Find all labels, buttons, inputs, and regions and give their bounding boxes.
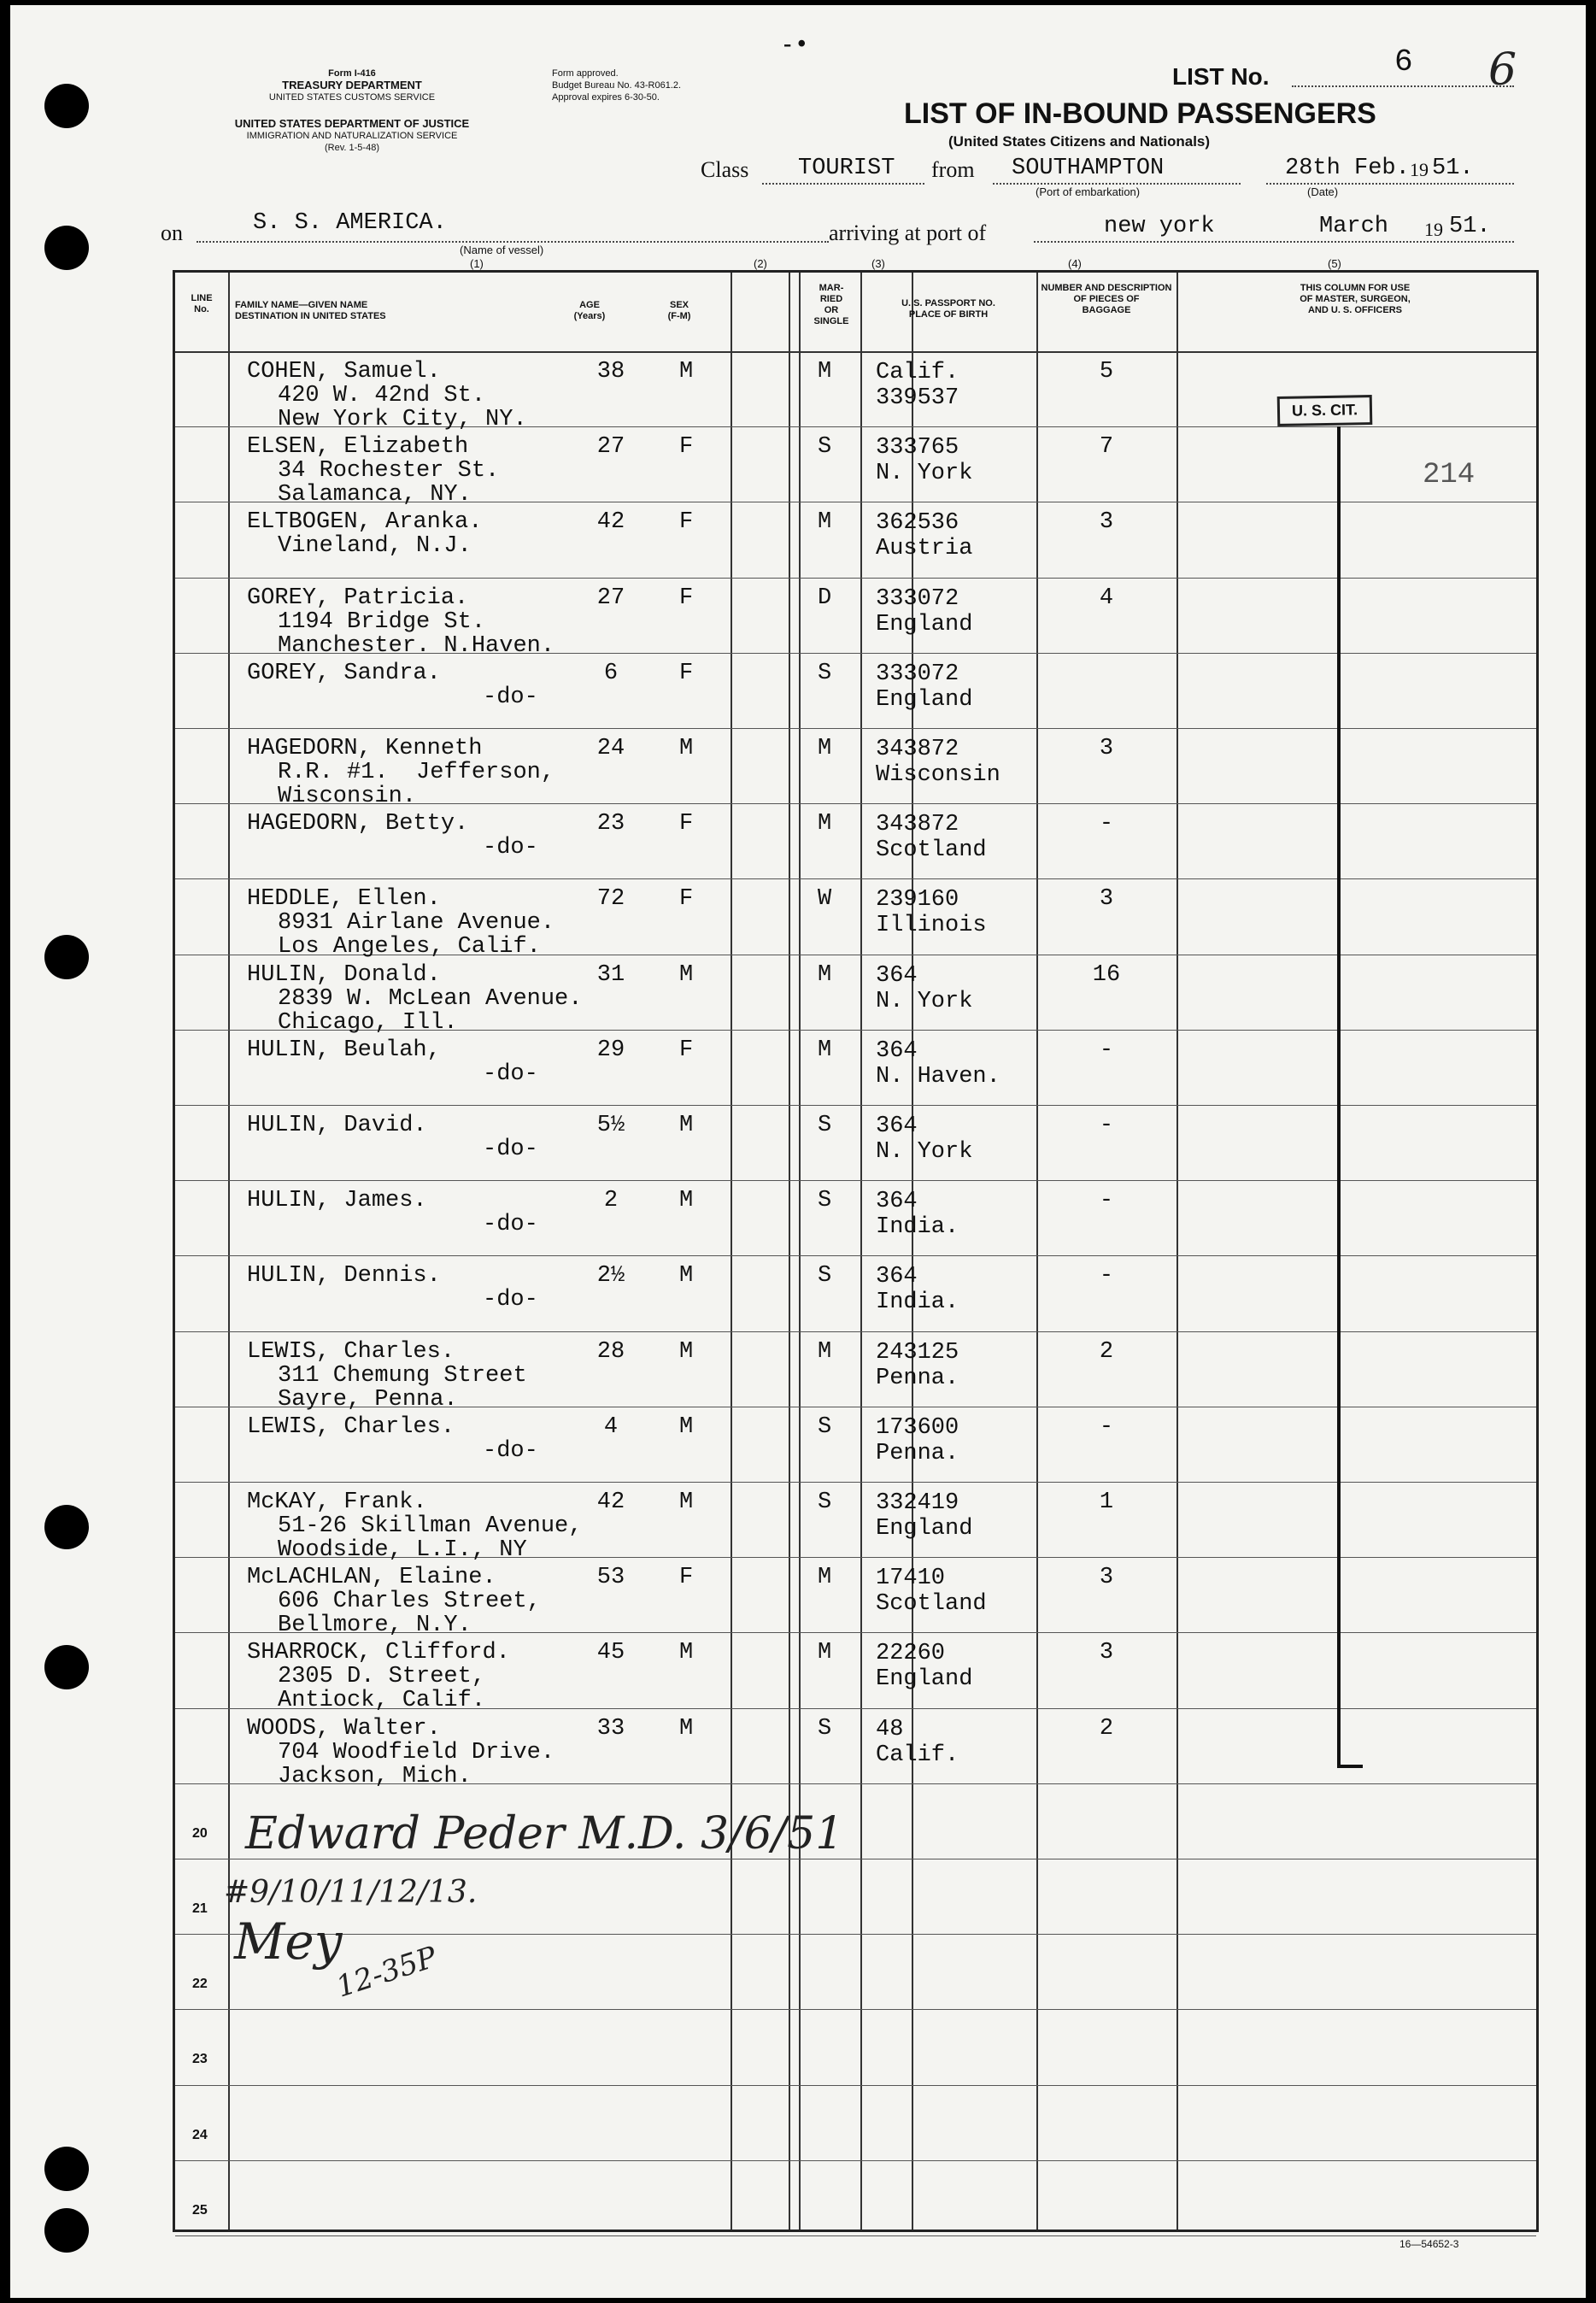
passenger-marital-status: M bbox=[818, 1565, 832, 1591]
arrival-year-prefix: 19 bbox=[1424, 219, 1443, 240]
passenger-address: 51-26 Skillman Avenue, Woodside, L.I., NY bbox=[278, 1513, 583, 1563]
passenger-passport: 362536 Austria bbox=[876, 510, 973, 562]
header-line-no: LINE No. bbox=[191, 293, 213, 314]
top-marks: - • bbox=[783, 31, 807, 57]
passenger-name: SHARROCK, Clifford. bbox=[247, 1640, 510, 1666]
revision: (Rev. 1-5-48) bbox=[325, 143, 379, 153]
passenger-passport: 343872 Scotland bbox=[876, 812, 987, 864]
passenger-age: 2 bbox=[603, 1188, 619, 1214]
manifest-page bbox=[10, 5, 1586, 2298]
vessel-line bbox=[197, 241, 829, 243]
doctor-signature: Edward Peder M.D. 3/6/51 bbox=[245, 1808, 844, 1859]
col-divider bbox=[1036, 273, 1038, 2230]
list-no-value: 6 bbox=[1394, 44, 1413, 79]
header-married: MAR- RIED OR SINGLE bbox=[813, 283, 849, 326]
header-passport: U. S. PASSPORT NO. PLACE OF BIRTH bbox=[901, 298, 995, 320]
passenger-age: 27 bbox=[596, 434, 625, 461]
passenger-marital-status: S bbox=[818, 660, 832, 686]
list-no-label: LIST No. bbox=[1172, 63, 1270, 90]
list-no-line bbox=[1292, 85, 1514, 87]
passenger-address: 704 Woodfield Drive. Jackson, Mich. bbox=[278, 1739, 555, 1789]
passenger-baggage: - bbox=[1099, 811, 1114, 837]
passenger-sex: F bbox=[679, 811, 694, 837]
passenger-age: 45 bbox=[596, 1640, 625, 1666]
passenger-passport: 364 N. Haven. bbox=[876, 1037, 1000, 1090]
approved-line-1: Form approved. bbox=[552, 68, 619, 79]
passenger-marital-status: M bbox=[818, 359, 832, 385]
passenger-name: McKAY, Frank. bbox=[247, 1489, 427, 1515]
passenger-address: -do- bbox=[483, 1060, 538, 1087]
passenger-baggage: 3 bbox=[1099, 509, 1114, 536]
passenger-address: -do- bbox=[483, 684, 538, 710]
passenger-address: 2839 W. McLean Avenue. Chicago, Ill. bbox=[278, 985, 583, 1036]
passenger-age: 31 bbox=[596, 961, 625, 988]
passenger-sex: M bbox=[679, 1338, 694, 1365]
handwritten-note-lines: #9/10/11/12/13. bbox=[224, 1875, 478, 1910]
header-name: FAMILY NAME—GIVEN NAME DESTINATION IN UNITED STATES bbox=[235, 300, 386, 321]
col-divider bbox=[731, 273, 732, 2230]
passenger-sex: F bbox=[679, 886, 694, 913]
passenger-address: 606 Charles Street, Bellmore, N.Y. bbox=[278, 1589, 541, 1639]
arrival-year: 51. bbox=[1449, 214, 1491, 239]
passenger-address: 34 Rochester St. Salamanca, NY. bbox=[278, 458, 500, 508]
row-rule bbox=[175, 878, 1536, 879]
passenger-name: LEWIS, Charles. bbox=[247, 1338, 455, 1365]
passenger-marital-status: S bbox=[818, 1413, 832, 1440]
date-year-prefix: 19 bbox=[1410, 159, 1429, 180]
passenger-marital-status: D bbox=[818, 585, 832, 611]
date-value: 28th Feb. bbox=[1285, 156, 1410, 181]
passenger-baggage: 3 bbox=[1099, 736, 1114, 761]
passenger-marital-status: S bbox=[818, 1489, 832, 1515]
passenger-name: COHEN, Samuel. bbox=[247, 359, 441, 385]
passenger-baggage: 3 bbox=[1099, 1640, 1114, 1666]
date-line bbox=[1266, 183, 1514, 185]
passenger-marital-status: M bbox=[818, 811, 832, 837]
passenger-sex: M bbox=[679, 1489, 694, 1515]
passenger-baggage: 3 bbox=[1099, 1565, 1114, 1591]
passenger-name: HAGEDORN, Betty. bbox=[247, 811, 469, 837]
passenger-name: HULIN, James. bbox=[247, 1188, 427, 1214]
passenger-sex: M bbox=[679, 736, 694, 761]
arriving-label: arriving at port of bbox=[829, 220, 987, 245]
stamp-bracket-line bbox=[1337, 426, 1341, 1768]
passenger-marital-status: M bbox=[818, 1640, 832, 1666]
row-rule bbox=[175, 2160, 1536, 2161]
punch-hole bbox=[44, 226, 89, 270]
port-value: SOUTHAMPTON bbox=[1012, 156, 1165, 181]
passenger-marital-status: S bbox=[818, 434, 832, 461]
treasury-dept: TREASURY DEPARTMENT bbox=[282, 79, 422, 91]
passenger-name: HULIN, Dennis. bbox=[247, 1263, 441, 1290]
passenger-name: ELTBOGEN, Aranka. bbox=[247, 509, 483, 536]
passenger-address: 311 Chemung Street Sayre, Penna. bbox=[278, 1362, 527, 1413]
row-rule bbox=[175, 1105, 1536, 1106]
passenger-name: HULIN, Donald. bbox=[247, 961, 441, 988]
vessel-value: S. S. AMERICA. bbox=[253, 210, 447, 236]
col-num-5: (5) bbox=[1328, 257, 1341, 270]
passenger-marital-status: S bbox=[818, 1188, 832, 1214]
passenger-passport: 173600 Penna. bbox=[876, 1414, 959, 1466]
passenger-baggage: - bbox=[1099, 1037, 1114, 1063]
header-age: AGE (Years) bbox=[573, 300, 606, 321]
punch-hole bbox=[44, 1645, 89, 1689]
passenger-passport: 17410 Scotland bbox=[876, 1566, 987, 1618]
passenger-address: Vineland, N.J. bbox=[278, 533, 472, 560]
passenger-marital-status: M bbox=[818, 1037, 832, 1063]
row-rule bbox=[175, 2235, 1536, 2236]
row-rule bbox=[175, 2009, 1536, 2010]
passenger-address: -do- bbox=[483, 1437, 538, 1464]
header-sex: SEX (F-M) bbox=[667, 300, 691, 321]
handwritten-initials: Mey bbox=[234, 1912, 343, 1971]
col-divider bbox=[789, 273, 790, 2230]
passenger-sex: M bbox=[679, 1113, 694, 1138]
row-rule bbox=[175, 1934, 1536, 1935]
row-rule bbox=[175, 578, 1536, 579]
passenger-age: 72 bbox=[596, 886, 625, 913]
passenger-sex: F bbox=[679, 1565, 694, 1591]
row-rule bbox=[175, 1482, 1536, 1483]
approved-line-3: Approval expires 6-30-50. bbox=[552, 92, 660, 103]
passenger-sex: M bbox=[679, 1640, 694, 1666]
passenger-passport: 332419 England bbox=[876, 1490, 973, 1542]
passenger-passport: 364 N. York bbox=[876, 1113, 973, 1165]
passenger-baggage: 2 bbox=[1099, 1715, 1114, 1742]
passenger-name: GOREY, Sandra. bbox=[247, 660, 441, 686]
passenger-address: 2305 D. Street, Antiock, Calif. bbox=[278, 1664, 486, 1714]
passenger-address: -do- bbox=[483, 1287, 538, 1313]
passenger-passport: 333072 England bbox=[876, 661, 973, 713]
passenger-age: 6 bbox=[603, 660, 619, 686]
passenger-passport: 22260 England bbox=[876, 1641, 973, 1693]
passenger-name: McLACHLAN, Elaine. bbox=[247, 1565, 496, 1591]
on-label: on bbox=[161, 220, 183, 245]
passenger-sex: M bbox=[679, 961, 694, 988]
passenger-marital-status: S bbox=[818, 1263, 832, 1290]
passenger-marital-status: M bbox=[818, 736, 832, 761]
passenger-name: ELSEN, Elizabeth bbox=[247, 434, 469, 461]
passenger-age: 4 bbox=[603, 1413, 619, 1440]
header-officers: THIS COLUMN FOR USE OF MASTER, SURGEON, AND U. S. OFFICERS bbox=[1300, 283, 1411, 315]
passenger-sex: M bbox=[679, 1188, 694, 1214]
punch-hole bbox=[44, 2147, 89, 2191]
col-divider bbox=[1176, 273, 1178, 2230]
passenger-age: 28 bbox=[596, 1338, 625, 1365]
line-number: 21 bbox=[192, 1901, 208, 1916]
passenger-passport: 333765 N. York bbox=[876, 435, 973, 487]
passenger-address: -do- bbox=[483, 1137, 538, 1162]
line-number: 20 bbox=[192, 1825, 208, 1841]
list-no-handwritten: 6 bbox=[1488, 44, 1517, 96]
passenger-baggage: 3 bbox=[1099, 886, 1114, 913]
passenger-baggage: - bbox=[1099, 1263, 1114, 1290]
passenger-baggage: 16 bbox=[1092, 961, 1121, 988]
passenger-sex: F bbox=[679, 434, 694, 461]
passenger-passport: 343872 Wisconsin bbox=[876, 737, 1000, 788]
col-divider bbox=[860, 273, 862, 2230]
line-number: 24 bbox=[192, 2127, 208, 2142]
passenger-table bbox=[173, 270, 1539, 2232]
passenger-age: 24 bbox=[596, 736, 625, 761]
line-number: 25 bbox=[192, 2202, 208, 2218]
passenger-age: 33 bbox=[596, 1715, 625, 1742]
form-title: LIST OF IN-BOUND PASSENGERS bbox=[904, 97, 1376, 130]
passenger-passport: 364 India. bbox=[876, 1189, 959, 1241]
col-divider bbox=[228, 273, 230, 2230]
passenger-marital-status: M bbox=[818, 1338, 832, 1365]
col-num-3: (3) bbox=[871, 257, 885, 270]
passenger-name: HULIN, Beulah, bbox=[247, 1037, 441, 1063]
passenger-passport: Calif. 339537 bbox=[876, 360, 959, 411]
passenger-marital-status: S bbox=[818, 1715, 832, 1742]
passenger-baggage: 4 bbox=[1099, 585, 1114, 611]
passenger-age: 2½ bbox=[596, 1263, 625, 1290]
passenger-marital-status: W bbox=[818, 886, 832, 913]
passenger-address: -do- bbox=[483, 1212, 538, 1238]
class-label: Class bbox=[701, 157, 749, 182]
passenger-baggage: 2 bbox=[1099, 1338, 1114, 1365]
justice-dept: UNITED STATES DEPARTMENT OF JUSTICE bbox=[234, 117, 470, 130]
punch-hole bbox=[44, 84, 89, 128]
passenger-sex: M bbox=[679, 1263, 694, 1290]
passenger-address: -do- bbox=[483, 835, 538, 861]
passenger-address: 1194 Bridge St. Manchester. N.Haven. bbox=[278, 608, 555, 659]
passenger-name: HULIN, David. bbox=[247, 1113, 427, 1138]
customs-service: UNITED STATES CUSTOMS SERVICE bbox=[268, 92, 436, 103]
approved-line-2: Budget Bureau No. 43-R061.2. bbox=[552, 80, 682, 91]
passenger-marital-status: S bbox=[818, 1113, 832, 1138]
passenger-age: 5½ bbox=[596, 1113, 625, 1138]
row-rule bbox=[175, 1255, 1536, 1256]
passenger-sex: M bbox=[679, 1715, 694, 1742]
passenger-sex: F bbox=[679, 509, 694, 536]
passenger-age: 42 bbox=[596, 509, 625, 536]
passenger-baggage: - bbox=[1099, 1188, 1114, 1214]
passenger-passport: 239160 Illinois bbox=[876, 887, 987, 939]
passenger-sex: M bbox=[679, 359, 694, 385]
arrival-line bbox=[1034, 241, 1514, 243]
form-number: Form I-416 bbox=[328, 68, 376, 79]
passenger-baggage: 1 bbox=[1099, 1489, 1114, 1515]
passenger-name: HEDDLE, Ellen. bbox=[247, 886, 441, 913]
port-caption: (Port of embarkation) bbox=[1036, 185, 1141, 198]
header-baggage: NUMBER AND DESCRIPTION OF PIECES OF BAGGAGE bbox=[1041, 283, 1172, 315]
footer-code: 16—54652-3 bbox=[1399, 2238, 1459, 2250]
row-rule bbox=[175, 1180, 1536, 1181]
passenger-age: 27 bbox=[596, 585, 625, 611]
port-line bbox=[993, 183, 1241, 185]
ins-service: IMMIGRATION AND NATURALIZATION SERVICE bbox=[246, 131, 458, 141]
passenger-age: 29 bbox=[596, 1037, 625, 1063]
passenger-marital-status: M bbox=[818, 961, 832, 988]
stamp-number: 214 bbox=[1423, 459, 1476, 491]
col-divider bbox=[912, 273, 913, 2230]
class-value: TOURIST bbox=[798, 156, 895, 181]
stamp-bracket-foot bbox=[1337, 1765, 1363, 1768]
passenger-sex: M bbox=[679, 1413, 694, 1440]
passenger-passport: 48 Calif. bbox=[876, 1716, 959, 1768]
passenger-address: R.R. #1. Jefferson, Wisconsin. bbox=[278, 760, 555, 809]
us-cit-stamp: U. S. CIT. bbox=[1277, 395, 1373, 426]
passenger-age: 53 bbox=[596, 1565, 625, 1591]
passenger-age: 23 bbox=[596, 811, 625, 837]
passenger-baggage: - bbox=[1099, 1113, 1114, 1138]
passenger-name: WOODS, Walter. bbox=[247, 1715, 441, 1742]
vessel-caption: (Name of vessel) bbox=[460, 244, 544, 256]
from-label: from bbox=[931, 157, 975, 182]
passenger-age: 38 bbox=[596, 359, 625, 385]
passenger-sex: F bbox=[679, 1037, 694, 1063]
passenger-address: 420 W. 42nd St. New York City, NY. bbox=[278, 383, 527, 432]
passenger-sex: F bbox=[679, 585, 694, 611]
passenger-passport: 333072 England bbox=[876, 585, 973, 637]
form-subtitle: (United States Citizens and Nationals) bbox=[948, 133, 1211, 150]
date-year: 51. bbox=[1432, 156, 1474, 181]
punch-hole bbox=[44, 935, 89, 979]
arrival-port: new york bbox=[1104, 214, 1215, 239]
punch-hole bbox=[44, 2208, 89, 2253]
passenger-name: GOREY, Patricia. bbox=[247, 585, 469, 611]
passenger-sex: F bbox=[679, 660, 694, 686]
class-line bbox=[762, 183, 924, 185]
row-rule bbox=[175, 1331, 1536, 1332]
passenger-address: 8931 Airlane Avenue. Los Angeles, Calif. bbox=[278, 910, 555, 961]
line-number: 23 bbox=[192, 2052, 208, 2067]
vessel-col: (1) bbox=[470, 257, 484, 270]
line-number: 22 bbox=[192, 1977, 208, 1992]
arrival-date: March bbox=[1319, 214, 1389, 239]
passenger-passport: 364 N. York bbox=[876, 962, 973, 1014]
passenger-passport: 243125 Penna. bbox=[876, 1339, 959, 1391]
col-num-2: (2) bbox=[754, 257, 767, 270]
passenger-baggage: - bbox=[1099, 1413, 1114, 1440]
passenger-age: 42 bbox=[596, 1489, 625, 1515]
col-num-4: (4) bbox=[1068, 257, 1082, 270]
passenger-passport: 364 India. bbox=[876, 1264, 959, 1316]
row-rule bbox=[175, 728, 1536, 729]
passenger-baggage: 5 bbox=[1099, 359, 1114, 385]
date-caption: (Date) bbox=[1307, 185, 1339, 198]
col-divider bbox=[799, 273, 801, 2230]
passenger-name: LEWIS, Charles. bbox=[247, 1413, 455, 1440]
punch-hole bbox=[44, 1505, 89, 1549]
handwritten-time: 12-35P bbox=[332, 1940, 442, 2005]
row-rule bbox=[175, 2085, 1536, 2086]
passenger-name: HAGEDORN, Kenneth bbox=[247, 736, 483, 761]
passenger-baggage: 7 bbox=[1099, 434, 1114, 461]
passenger-marital-status: M bbox=[818, 509, 832, 536]
